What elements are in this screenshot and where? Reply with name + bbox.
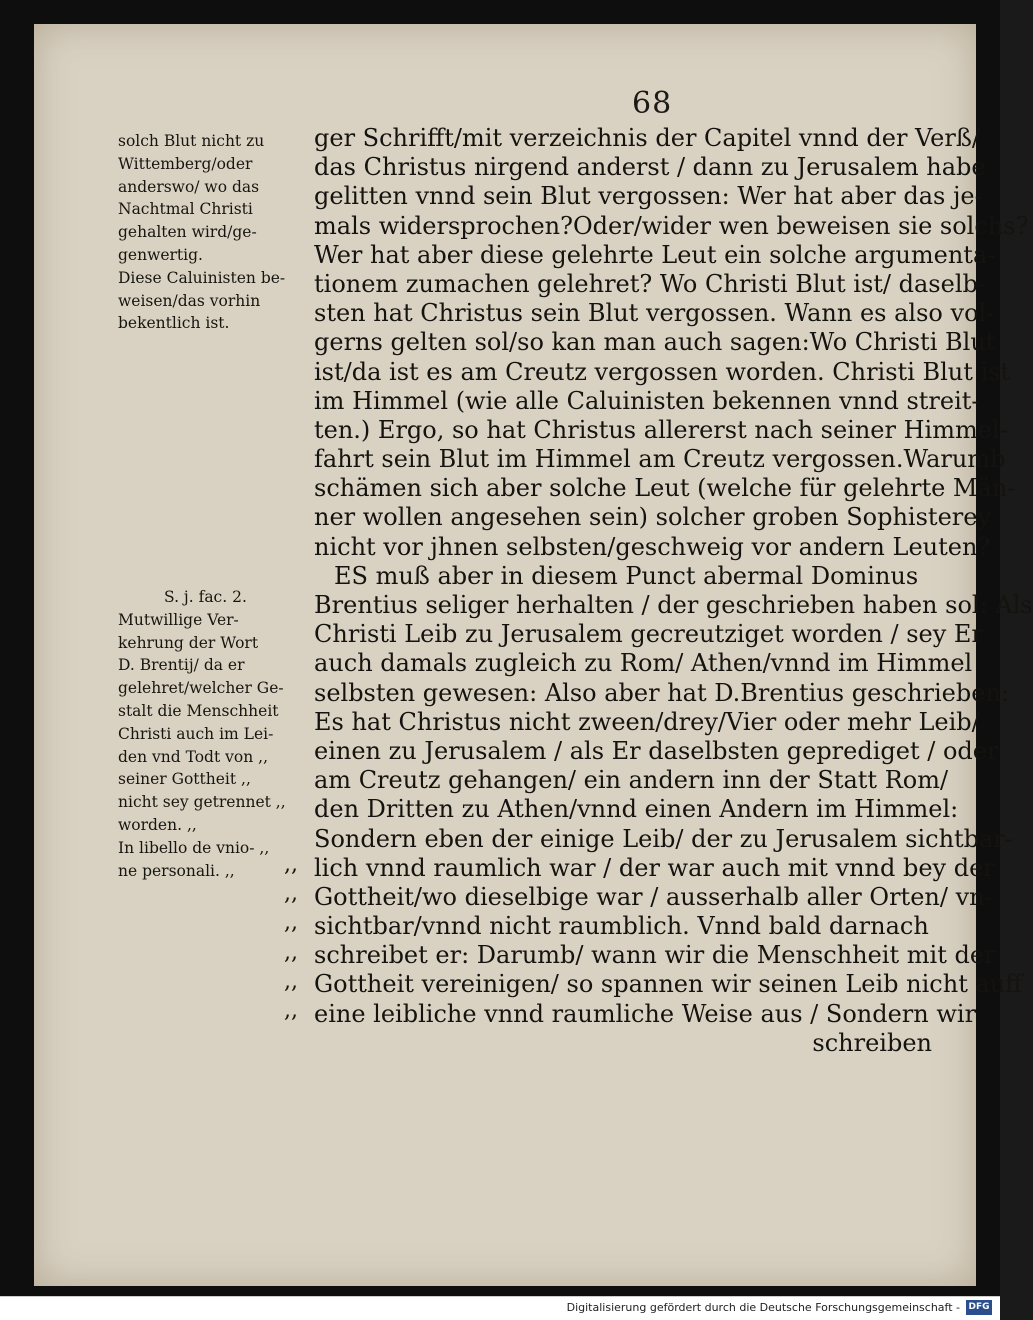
margin-note-line: worden. ,, bbox=[118, 815, 197, 834]
text-line: einen zu Jerusalem / als Er daselbsten geprediget / oder bbox=[314, 736, 999, 765]
quote-mark: ,, bbox=[284, 881, 298, 907]
margin-note-1 bbox=[118, 130, 294, 335]
margin-note-line: kehrung der Wort bbox=[118, 633, 259, 652]
text-line: Gottheit vereinigen/ so spannen wir seinen Leib nicht auff bbox=[314, 970, 1023, 999]
margin-note-line: Diese Caluinisten be- bbox=[118, 268, 286, 287]
quote-mark: ,, bbox=[284, 998, 298, 1023]
margin-note-line: In libello de vnio- ,, bbox=[118, 838, 270, 857]
margin-note-line: den vnd Todt von ,, bbox=[118, 747, 268, 766]
text-line: im Himmel (wie alle Caluinisten bekennen vnnd streit- bbox=[314, 386, 980, 415]
main-text-block bbox=[314, 124, 1033, 1058]
text-line: ten.) Ergo, so hat Christus allererst nach seiner Himmel- bbox=[314, 415, 1008, 444]
quote-mark: ,, bbox=[284, 852, 298, 877]
footer-credit: Digitalisierung gefördert durch die Deutsche Forschungsgemeinschaft - bbox=[566, 1301, 960, 1314]
margin-note-line: Mutwillige Ver- bbox=[118, 610, 239, 629]
text-line: den Dritten zu Athen/vnnd einen Andern im Himmel: bbox=[314, 795, 959, 824]
margin-note-line: solch Blut nicht zu bbox=[118, 132, 265, 150]
text-line: auch damals zugleich zu Rom/ Athen/vnnd im Himmel bbox=[314, 649, 973, 678]
text-line: lich vnnd raumlich war / der war auch mit vnnd bey der bbox=[314, 853, 995, 882]
text-line: eine leibliche vnnd raumliche Weise aus / Sondern wir bbox=[314, 999, 977, 1028]
text-line: gerns gelten sol/so kan man auch sagen:Wo Christi Blut bbox=[314, 328, 996, 357]
text-line: schreibet er: Darumb/ wann wir die Menschheit mit der bbox=[314, 941, 996, 970]
margin-note-line: Nachtmal Christi bbox=[118, 200, 253, 219]
text-line: ger Schrifft/mit verzeichnis der Capitel vnnd der Verß/ bbox=[314, 124, 980, 152]
text-line: mals widersprochen?Oder/wider wen beweisen sie solchs? bbox=[314, 211, 1029, 240]
text-line: Sondern eben der einige Leib/ der zu Jerusalem sichtbar- bbox=[314, 824, 1013, 853]
margin-note-line: gehalten wird/ge- bbox=[118, 223, 257, 242]
quote-mark: ,, bbox=[284, 939, 298, 965]
text-line: das Christus nirgend anderst / dann zu Jerusalem habe bbox=[314, 153, 986, 182]
text-line: schämen sich aber solche Leut (welche für gelehrte Män- bbox=[314, 474, 1016, 503]
margin-note-line: Christi auch im Lei- bbox=[118, 724, 274, 743]
text-line: ner wollen angesehen sein) solcher groben Sophisterey bbox=[314, 503, 992, 532]
text-line: sichtbar/vnnd nicht raumblich. Vnnd bald darnach bbox=[314, 912, 929, 941]
margin-note-line: ne personali. ,, bbox=[118, 861, 235, 880]
text-line: sten hat Christus sein Blut vergossen. Wann es also vol- bbox=[314, 299, 995, 328]
text-line: schreiben bbox=[812, 1028, 932, 1057]
margin-note-line: bekentlich ist. bbox=[118, 314, 230, 333]
text-line: am Creutz gehangen/ ein andern inn der Statt Rom/ bbox=[314, 766, 949, 795]
text-line: Wer hat aber diese gelehrte Leut ein solche argumenta- bbox=[314, 240, 996, 269]
text-line: Es hat Christus nicht zween/drey/Vier oder mehr Leib/ bbox=[314, 707, 980, 736]
quote-mark: ,, bbox=[284, 910, 298, 936]
footer-bar bbox=[0, 1296, 1000, 1320]
text-line: selbsten gewesen: Also aber hat D.Brentius geschrieben: bbox=[314, 678, 1009, 707]
margin-note-line: S. j. fac. 2. bbox=[164, 588, 247, 606]
margin-note-line: Wittemberg/oder bbox=[118, 154, 253, 173]
quote-mark: ,, bbox=[284, 968, 298, 994]
text-line: tionem zumachen gelehret? Wo Christi Blut ist/ daselb- bbox=[314, 269, 986, 298]
text-line: gelitten vnnd sein Blut vergossen: Wer hat aber das je- bbox=[314, 182, 983, 211]
margin-note-line: D. Brentij/ da er bbox=[118, 656, 245, 675]
margin-note-line: weisen/das vorhin bbox=[118, 291, 261, 310]
margin-note-line: genwertig. bbox=[118, 245, 203, 264]
margin-note-line: gelehret/welcher Ge- bbox=[118, 679, 284, 698]
margin-note-line: anderswo/ wo das bbox=[118, 177, 260, 196]
margin-note-line: seiner Gottheit ,, bbox=[118, 770, 251, 789]
text-line: Christi Leib zu Jerusalem gecreutziget worden / sey Er bbox=[314, 620, 983, 649]
margin-note-line: stalt die Menschheit bbox=[118, 701, 279, 720]
text-line: Brentius seliger herhalten / der geschrieben haben sol: Als bbox=[314, 591, 1033, 619]
text-line: fahrt sein Blut im Himmel am Creutz vergossen.Warumb bbox=[314, 445, 1006, 474]
margin-note-line: nicht sey getrennet ,, bbox=[118, 793, 286, 812]
text-line: ES muß aber in diesem Punct abermal Dominus bbox=[334, 561, 919, 590]
dfg-logo: DFG bbox=[966, 1300, 992, 1315]
text-line: Gottheit/wo dieselbige war / ausserhalb aller Orten/ vn- bbox=[314, 882, 993, 911]
text-line: ist/da ist es am Creutz vergossen worden. Christi Blut ist bbox=[314, 357, 1011, 386]
page-number: 68 bbox=[632, 86, 673, 121]
margin-note-2 bbox=[118, 586, 294, 882]
text-line: nicht vor jhnen selbsten/geschweig vor andern Leuten? bbox=[314, 532, 991, 561]
